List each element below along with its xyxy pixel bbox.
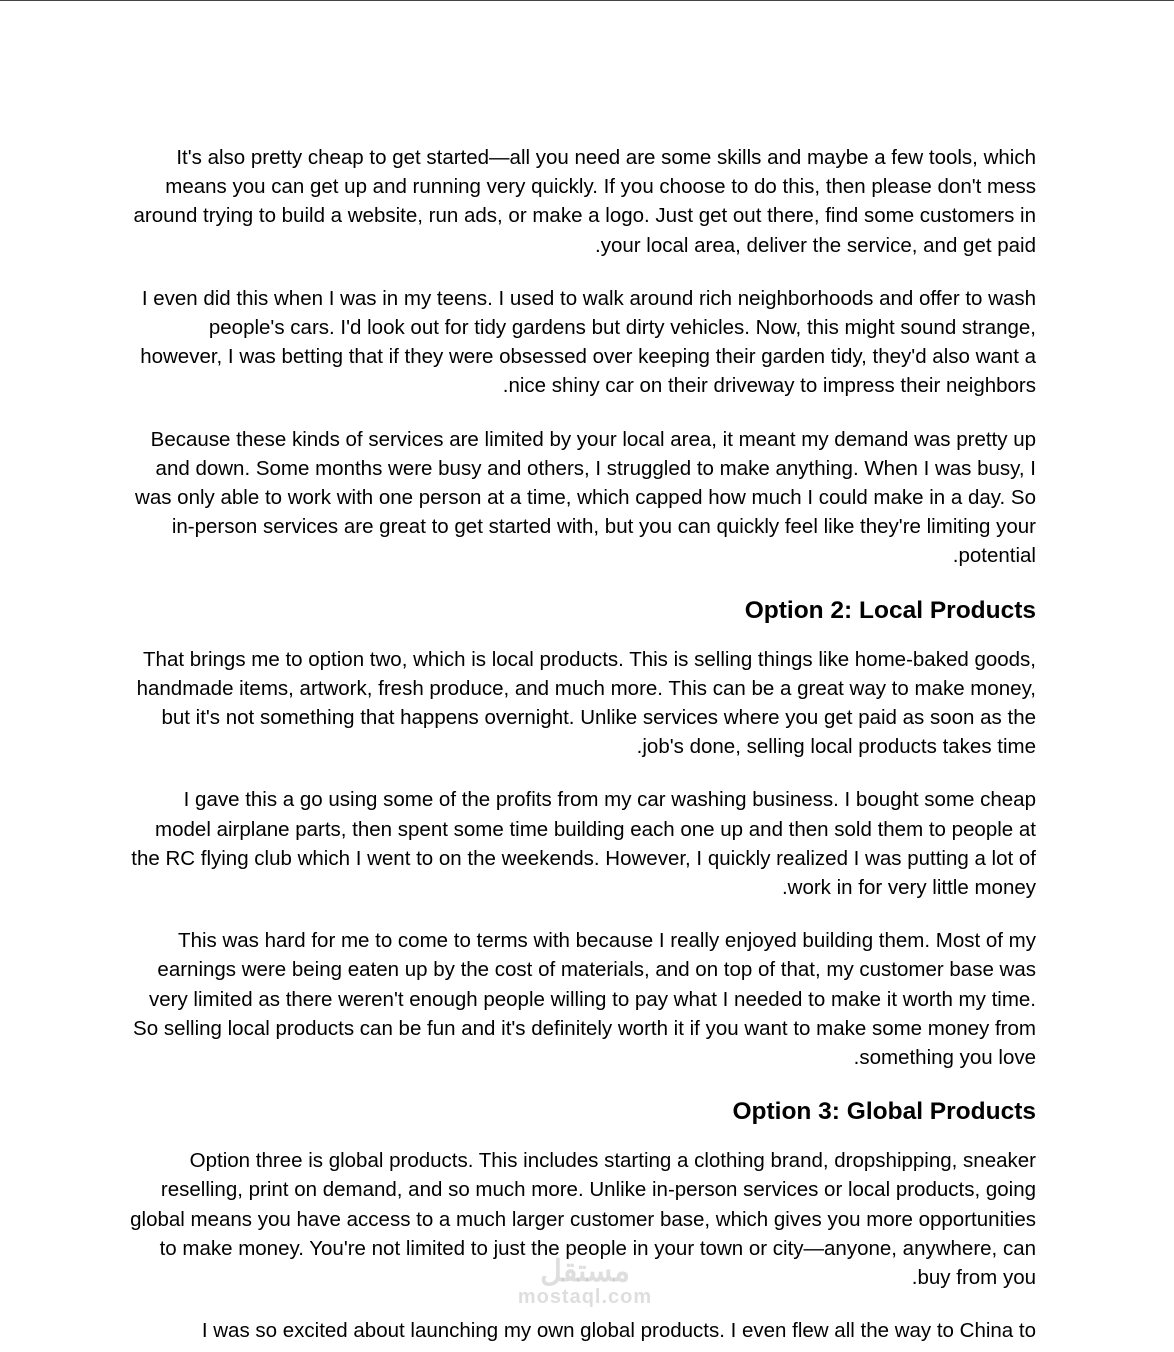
section-heading: Option 3: Global Products <box>732 1098 1036 1126</box>
paragraph: That brings me to option two, which is local products. This is selling things like home-baked goods, handmade items, artwork, fresh produce, and much more. This can be a great way to make money, but it's not something that happens overnight. Unlike services where you get paid as soon as the job's done, selling local products takes time. <box>136 647 1036 759</box>
document-body <box>130 143 1036 1352</box>
paragraph: I even did this when I was in my teens. I used to walk around rich neighborhoods and offer to wash people's cars. I'd look out for tidy gardens but dirty vehicles. Now, this might sound strange, however, I was betting that if they were obsessed over keeping their garden tidy, they'd also want a nice shiny car on their driveway to impress their neighbors. <box>140 286 1036 398</box>
paragraph: I gave this a go using some of the profits from my car washing business. I bought some cheap model airplane parts, then spent some time building each one up and then sold them to people at the RC flying club which I went to on the weekends. However, I quickly realized I was putting a lot of work in for very little money. <box>131 788 1036 900</box>
paragraph: I was so excited about launching my own global products. I even flew all the way to China to <box>201 1319 1036 1343</box>
watermark-latin: mostaql.com <box>517 1286 653 1308</box>
section-heading: Option 2: Local Products <box>744 596 1036 624</box>
paragraph: Option three is global products. This includes starting a clothing brand, dropshipping, sneaker reselling, print on demand, and so much more. Unlike in-person services or local products, going global means you have access to a much larger customer base, which gives you more opportunities to make money. You're not limited to just the people in your town or city—anyone, anywhere, can buy from you. <box>130 1149 1036 1290</box>
paragraph: Because these kinds of services are limited by your local area, it meant my demand was pretty up and down. Some months were busy and others, I struggled to make anything. When I was busy, I was only able to work with one person at a time, which capped how much I could make in a day. So in-person services are great to get started with, but you can quickly feel like they're limiting your potential. <box>135 427 1036 568</box>
watermark-arabic: مستقل <box>540 1255 630 1288</box>
paragraph: It's also pretty cheap to get started—all you need are some skills and maybe a few tools, which means you can get up and running very quickly. If you choose to do this, then please don't mess around trying to build a website, run ads, or make a logo. Just get out there, find some customers in your local area, deliver the service, and get paid. <box>133 146 1036 257</box>
paragraph: This was hard for me to come to terms with because I really enjoyed building them. Most of my earnings were being eaten up by the cost of materials, and on top of that, my customer base was very limited as there weren't enough people willing to pay what I needed to make it worth my time. So selling local products can be fun and it's definitely worth it if you want to make some money from something you love. <box>133 929 1036 1070</box>
